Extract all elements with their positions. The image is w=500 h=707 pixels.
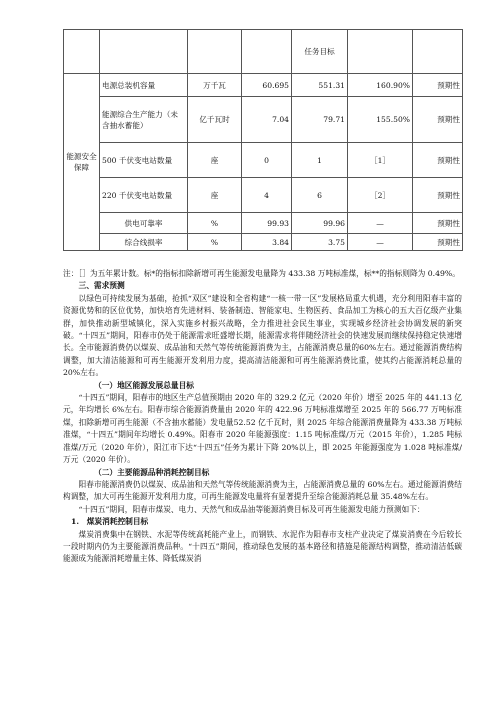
- indicator-unit: %: [188, 213, 242, 234]
- paragraph: 以绿色可持续发展为基础，抢抓“双区”建设和全省构建“一核一带一区”发展格局重大机遇，充分利用阳春丰富的资源优势和的区位优势，加快培育先进材料、装备制造、智能家电、生物医药、食品加工为核心的五大百亿级产业集群，加快推动新型城镇化，深入实施乡村振兴战略，全力推进社会民生事业，实现城乡经济社会协调发展的新突破。“十四五”期间，阳春市仍处于能源需求旺盛增长期，能源需求将伴随经济社会的快速发展而继续保持稳定快速增长。全市能源消费仍以煤炭、成品油和天然气等传统能源消费为主，占能源消费总量的60%左右。通过能源消费结构调整，加大清洁能源和可再生能源开发利用力度，提高清洁能源和可再生能源消费比重，使其约占能源消耗总量的20%左右。: [63, 293, 462, 378]
- subsection-heading: （一）地区能源发展总量目标: [94, 380, 194, 390]
- indicator-unit: 座: [188, 143, 242, 178]
- subsection-heading: （二）主要能源品种消耗控制目标: [94, 467, 210, 477]
- indicator-base: 99.93: [242, 213, 292, 234]
- indicator-unit: 亿千瓦时: [188, 97, 242, 143]
- indicator-unit: 座: [188, 178, 242, 213]
- category-cell: 能源安全保障: [64, 74, 100, 251]
- header-cell-empty: [188, 30, 242, 74]
- table-row: [64, 74, 463, 97]
- indicator-nature: 预期性: [413, 74, 463, 97]
- table-row: [64, 143, 463, 178]
- indicator-name: 500 千伏变电站数量: [100, 143, 188, 178]
- indicator-nature: 预期性: [413, 234, 463, 251]
- indicator-nature: 预期性: [413, 178, 463, 213]
- indicator-unit: 万千瓦: [188, 74, 242, 97]
- indicator-nature: 预期性: [413, 213, 463, 234]
- indicator-base: 60.695: [242, 74, 292, 97]
- indicator-nature: 预期性: [413, 143, 463, 178]
- paragraph: 阳春市能源消费仍以煤炭、成品油和天然气等传统能源消费为主，占能源消费总量的 60%左右。通过能源消费结构调整，加大可再生能源开发利用力度，可再生能源发电量将有显著提升至综合能源消耗总量 35.48%左右。: [63, 479, 462, 502]
- indicator-target: 6: [292, 178, 348, 213]
- indicator-name: 综合线损率: [100, 234, 188, 251]
- indicator-growth: 155.50%: [348, 97, 413, 143]
- indicator-target: 79.71: [292, 97, 348, 143]
- paragraph: “十四五”期间，阳春市的地区生产总值预期由 2020 年的 329.2 亿元（2020 年价）增至 2025 年的 441.13 亿元，年均增长 6%左右。阳春市综合能源消费量由 2020 年的 422.96 万吨标准煤增至 2025 年的 566.77 万吨标准煤，扣除新增可再生能源（不含抽水蓄能）发电量52.52 亿千瓦时，则 2025 年综合能源消费量降为 433.38 万吨标准煤，“十四五”期间年均增长 0.49%。阳春市 2020 年能源强度：1.15 吨标准煤/万元（2015 年价），1.285 吨标准煤/万元（2020 年价），阳江市下达“十四五”任务为累计下降 20%以上，即 2025 年能源强度为 1.028 吨标准煤/万元（2020 年价）。: [63, 393, 462, 465]
- indicator-growth: —: [348, 234, 413, 251]
- table-row: [64, 234, 463, 251]
- indicator-target: 1: [292, 143, 348, 178]
- indicator-nature: 预期性: [413, 97, 463, 143]
- indicator-unit: %: [188, 234, 242, 251]
- indicator-growth: —: [348, 213, 413, 234]
- indicator-name: 能源综合生产能力（未含抽水蓄能）: [100, 97, 188, 143]
- indicator-growth: ［2］: [348, 178, 413, 213]
- table-header-row: [64, 30, 463, 74]
- header-cell-target: 任务目标: [292, 30, 348, 74]
- table-note: 注：［］为五年累计数。标*的指标扣除新增可再生能源发电量降为 433.38 万吨标准煤，标**的指标则降为 0.49%。: [63, 269, 460, 278]
- indicator-base: 4: [242, 178, 292, 213]
- header-cell-empty: [100, 30, 188, 74]
- header-cell-empty: [413, 30, 463, 74]
- table-row: [64, 97, 463, 143]
- header-cell-empty: [242, 30, 292, 74]
- indicator-base: 7.04: [242, 97, 292, 143]
- table-row: [64, 213, 463, 234]
- indicator-growth: 160.90%: [348, 74, 413, 97]
- indicator-target: 3.75: [292, 234, 348, 251]
- body-text: [63, 268, 462, 566]
- indicator-name: 供电可靠率: [100, 213, 188, 234]
- header-cell-empty: [348, 30, 413, 74]
- header-cell-empty: [64, 30, 100, 74]
- paragraph: “十四五”期间，阳春市煤炭、电力、天然气和成品油等能源消费目标及可再生能源发电能力预测如下：: [78, 504, 425, 514]
- indicator-base: 0: [242, 143, 292, 178]
- subsection-heading: 1. 煤炭消耗控制目标: [71, 517, 149, 527]
- indicator-base: 3.84: [242, 234, 292, 251]
- table-row: [64, 178, 463, 213]
- paragraph: 煤炭消费集中在钢铁、水泥等传统高耗能产业上，而钢铁、水泥作为阳春市支柱产业决定了煤炭消费在今后较长一段时期内仍为主要能源消费品种。“十四五”期间，推动绿色发展的基本路径和措施是能源结构调整，推动清洁低碳能源成为能源消耗增量主体、降低煤炭消: [63, 529, 462, 564]
- indicator-target: 99.96: [292, 213, 348, 234]
- indicator-name: 电源总装机容量: [100, 74, 188, 97]
- indicator-target: 551.31: [292, 74, 348, 97]
- indicator-name: 220 千伏变电站数量: [100, 178, 188, 213]
- section-heading: 三、需求预测: [78, 281, 125, 291]
- indicator-table: [63, 29, 463, 251]
- indicator-growth: ［1］: [348, 143, 413, 178]
